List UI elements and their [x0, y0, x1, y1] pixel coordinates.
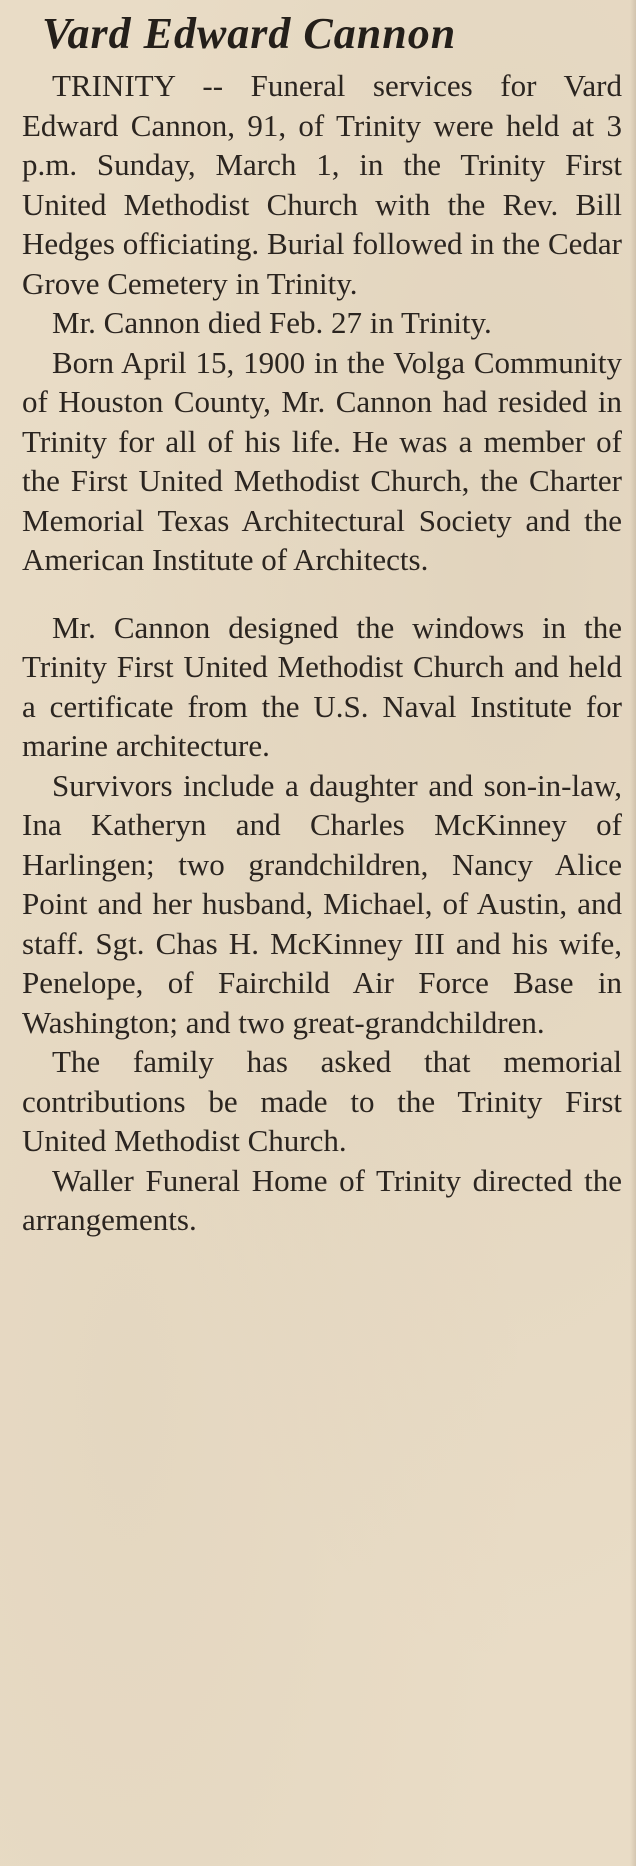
paragraph-memorial-contributions: The family has asked that memorial contributions be made to the Trinity First United Methodist Church.	[22, 1044, 622, 1158]
paragraph-biography: Born April 15, 1900 in the Volga Community of Houston County, Mr. Cannon had resided in Trinity for all of his life. He was a member of the First United Methodist Church, the Charter Memorial Texas Architectural Society and the American Institute of Architects.	[22, 344, 622, 577]
paragraph-church-windows: Mr. Cannon designed the windows in the Trinity First United Methodist Church and held a certificate from the U.S. Naval Institute for marine architecture.	[22, 609, 622, 763]
paragraph-funeral-services: TRINITY -- Funeral services for Vard Edward Cannon, 91, of Trinity were held at 3 p.m. Sunday, March 1, in the Trinity First United Methodist Church with the Rev. Bill Hedges officiating. Burial followed in the Cedar Grove Cemetery in Trinity.	[22, 68, 622, 301]
obituary-headline: Vard Edward Cannon	[42, 9, 457, 58]
clipping-edge-shadow	[630, 0, 636, 1866]
paragraph-funeral-home: Waller Funeral Home of Trinity directed the arrangements.	[22, 1162, 622, 1237]
paragraph-survivors: Survivors include a daughter and son-in-law, Ina Katheryn and Charles McKinney of Harlingen; two grandchildren, Nancy Alice Point and her husband, Michael, of Austin, and staff. Sgt. Chas H. McKinney III and his wife, Penelope, of Fairchild Air Force Base in Washington; and two great-grandchildren.	[22, 767, 622, 1040]
paragraph-date-of-death: Mr. Cannon died Feb. 27 in Trinity.	[52, 305, 492, 340]
